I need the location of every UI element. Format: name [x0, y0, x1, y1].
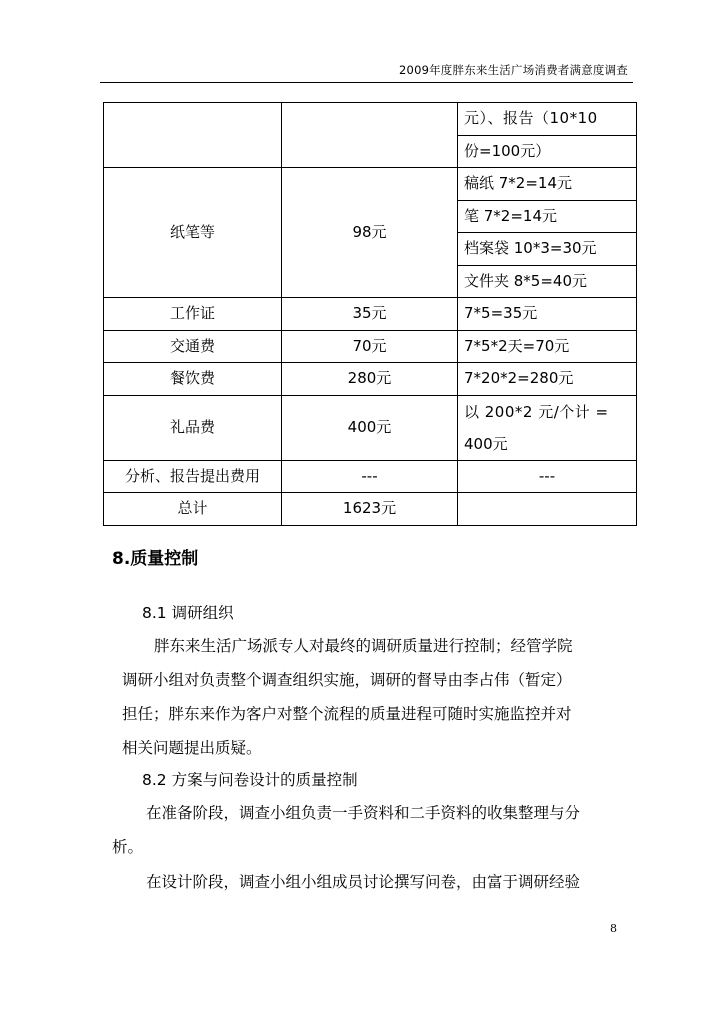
table-cell-detail: 7*5=35元	[458, 298, 637, 331]
paragraph-line: 相关问题提出质疑。	[122, 739, 262, 757]
table-cell-amount: 1623元	[282, 493, 458, 526]
table-cell-detail: 份=100元）	[458, 135, 637, 168]
table-cell-item: 餐饮费	[104, 363, 282, 396]
page-number: 8	[610, 922, 617, 935]
table-cell-item: 工作证	[104, 298, 282, 331]
table-cell-amount: 400元	[282, 395, 458, 460]
table-row	[104, 363, 637, 396]
header-divider	[100, 82, 633, 83]
table-cell-detail: 7*20*2=280元	[458, 363, 637, 396]
table-cell-detail	[458, 493, 637, 526]
detail-line: 400元	[464, 434, 508, 453]
page-header-title: 2009年度胖东来生活广场消费者满意度调查	[399, 63, 628, 77]
section-heading: 8.质量控制	[112, 549, 199, 569]
table-cell-detail: 笔 7*2=14元	[458, 200, 637, 233]
table-cell-amount: 70元	[282, 330, 458, 363]
table-row	[104, 298, 637, 331]
table-cell-amount: ---	[282, 460, 458, 493]
paragraph-line: 担任；胖东来作为客户对整个流程的质量进程可随时实施监控并对	[122, 705, 572, 723]
table-cell-item: 总计	[104, 493, 282, 526]
table-row	[104, 168, 637, 201]
table-cell-detail: ---	[458, 460, 637, 493]
budget-table	[103, 102, 637, 526]
table-cell-detail	[458, 395, 637, 460]
table-cell-detail: 稿纸 7*2=14元	[458, 168, 637, 201]
table-row	[104, 103, 637, 136]
table-cell-detail: 档案袋 10*3=30元	[458, 233, 637, 266]
table-cell-amount: 280元	[282, 363, 458, 396]
table-cell-detail: 7*5*2天=70元	[458, 330, 637, 363]
subheading-questionnaire-quality: 8.2 方案与问卷设计的质量控制	[142, 771, 358, 789]
table-row	[104, 493, 637, 526]
table-cell-detail: 元）、报告（10*10	[458, 103, 637, 136]
table-cell-detail: 文件夹 8*5=40元	[458, 265, 637, 298]
table-cell-item: 纸笔等	[104, 168, 282, 298]
table-cell-item: 分析、报告提出费用	[104, 460, 282, 493]
table-cell-item: 礼品费	[104, 395, 282, 460]
table-cell-amount: 35元	[282, 298, 458, 331]
subheading-research-organization: 8.1 调研组织	[142, 604, 234, 622]
paragraph-line: 调研小组对负责整个调查组织实施，调研的督导由李占伟（暂定）	[122, 671, 572, 689]
paragraph-line: 在设计阶段，调查小组小组成员讨论撰写问卷，由富于调研经验	[146, 873, 581, 891]
paragraph-line: 析。	[112, 838, 144, 856]
table-cell-item: 交通费	[104, 330, 282, 363]
table-cell-item	[104, 103, 282, 168]
paragraph-line: 胖东来生活广场派专人对最终的调研质量进行控制；经管学院	[154, 637, 573, 655]
table-cell-amount	[282, 103, 458, 168]
table-row	[104, 460, 637, 493]
table-row	[104, 330, 637, 363]
detail-line: 以 200*2 元/个计 =	[464, 402, 609, 421]
table-cell-amount: 98元	[282, 168, 458, 298]
paragraph-line: 在准备阶段，调查小组负责一手资料和二手资料的收集整理与分	[146, 804, 581, 822]
